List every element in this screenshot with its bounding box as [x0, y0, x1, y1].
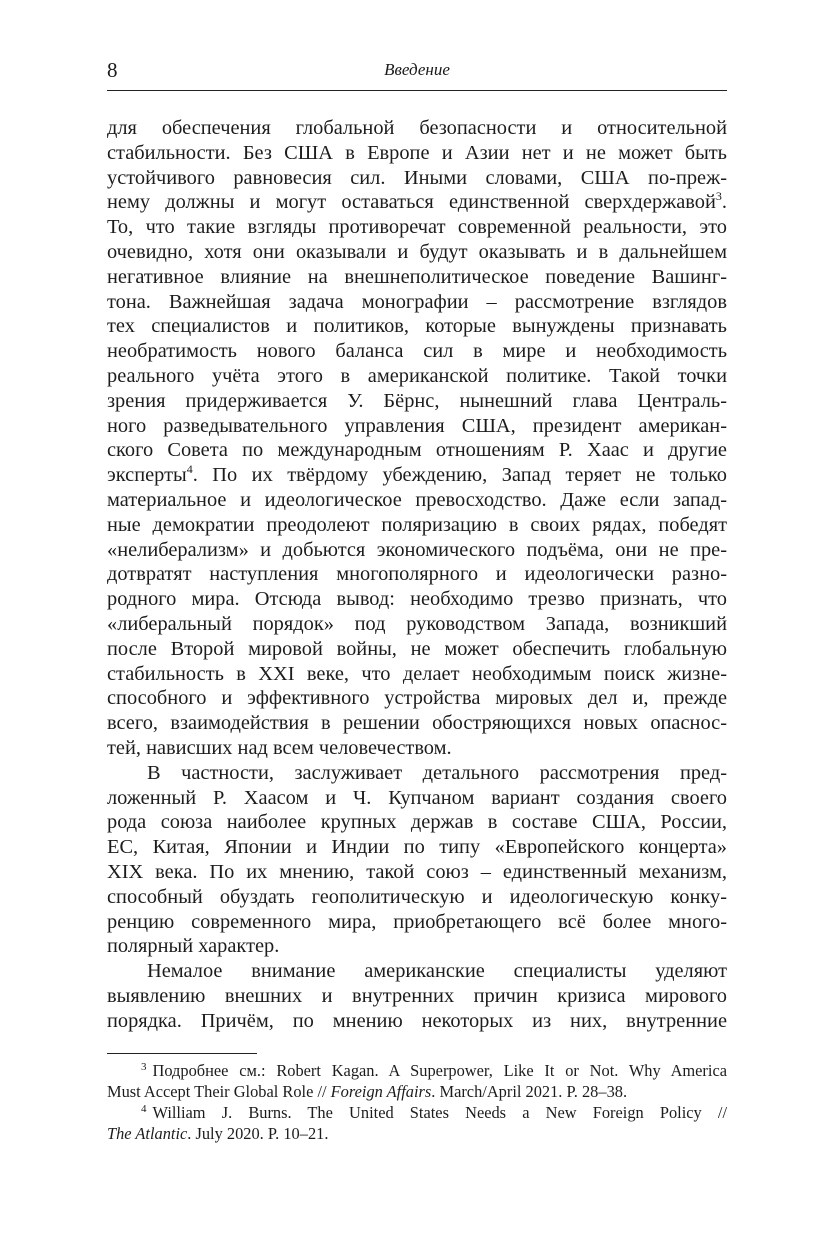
text-line: тона. Важнейшая задача монографии – рассмотрение взглядов: [107, 290, 727, 313]
text-line: В частности, заслуживает детального рассмотрения пред-: [147, 761, 727, 784]
text-line: очевидно, хотя они оказывали и будут оказывать и в дальнейшем: [107, 240, 727, 263]
journal-title: Foreign Affairs: [330, 1082, 432, 1101]
text-line: «либеральный порядок» под руководством Запада, возникший: [107, 612, 727, 635]
footnote-rule: [107, 1053, 257, 1054]
text-line: тех специалистов и политиков, которые вынуждены признавать: [107, 315, 727, 338]
text-line: ренцию современного мира, приобретающего всё более много-: [107, 910, 727, 933]
text-line: стабильность в XXI веке, что делает необходимым поиск жизне-: [107, 662, 727, 685]
text-line: дотвратят наступления многополярного и идеологически разно-: [107, 563, 727, 586]
text-line: тей, нависших над всем человечеством.: [107, 736, 452, 759]
text-line: родного мира. Отсюда вывод: необходимо трезво признать, что: [107, 588, 727, 611]
text-line: для обеспечения глобальной безопасности и относительной: [107, 117, 727, 139]
footnote-line: [107, 1081, 727, 1102]
text-line: «нелиберализм» и добьются экономического подъёма, они не пре-: [107, 538, 727, 561]
journal-title: The Atlantic: [107, 1124, 188, 1143]
footnote-text: . July 2020. P. 10–21.: [187, 1124, 329, 1143]
text-fragment: . По их твёрдому убеждению, Запад теряет не только: [192, 464, 727, 487]
text-line: способный обуздать геополитическую и идеологическую конку-: [107, 885, 727, 908]
footnote-line: [107, 1102, 727, 1123]
text-line: выявлению внешних и внутренних причин кризиса мирового: [107, 984, 727, 1007]
footnote-text: Подробнее см.: Robert Kagan. A Superpower, Like It or Not. Why America: [152, 1061, 727, 1080]
text-line: ные демократии преодолеют поляризацию в своих рядах, победят: [107, 513, 727, 536]
text-line: ЕС, Китая, Японии и Индии по типу «Европейского концерта»: [107, 836, 727, 859]
text-line: реального учёта этого в американской политике. Такой точки: [107, 364, 727, 387]
text-line: порядка. Причём, по мнению некоторых из них, внутренние: [107, 1009, 727, 1032]
text-line: нему должны и могут оставаться единственной сверхдержавой$^3$.: [107, 189, 727, 214]
text-line: всего, взаимодействия в решении обостряющихся новых опаснос-: [107, 712, 727, 735]
text-fragment: нему должны и могут оставаться единственной сверхдержавой: [107, 191, 716, 214]
text-line: необратимость нового баланса сил в мире и необходимость: [107, 340, 727, 363]
footnotes: [107, 1060, 727, 1144]
footnote-ref: 4: [186, 462, 193, 477]
page-number: 8: [107, 58, 118, 82]
text-line: XIX века. По их мнению, такой союз – единственный механизм,: [107, 860, 727, 883]
text-fragment: эксперты: [107, 464, 187, 487]
footnote-number: 3: [141, 1060, 147, 1073]
footnote-line: [107, 1123, 727, 1144]
text-line: негативное влияние на внешнеполитическое поведение Вашинг-: [107, 265, 727, 288]
text-line: устойчивого равновесия сил. Иными словами, США по-преж-: [107, 166, 727, 189]
text-line: ного разведывательного управления США, президент американ-: [107, 414, 727, 437]
text-line: рода союза наиболее крупных держав в составе США, России,: [107, 811, 727, 834]
text-line: после Второй мировой войны, не может обеспечить глобальную: [107, 637, 727, 660]
text-line: ского Совета по международным отношениям Р. Хаас и другие: [107, 439, 727, 462]
text-line: полярный характер.: [107, 935, 280, 958]
text-line: стабильности. Без США в Европе и Азии нет и не может быть: [107, 141, 727, 164]
footnote-line: [107, 1060, 727, 1081]
text-line: зрения придерживается У. Бёрнс, нынешний глава Централь-: [107, 389, 727, 412]
text-line: То, что такие взгляды противоречат современной реальности, это: [107, 216, 727, 239]
footnote-ref: 3: [715, 189, 722, 204]
footnote-text: Must Accept Their Global Role //: [107, 1082, 331, 1101]
text-line: ложенный Р. Хаасом и Ч. Купчаном вариант создания своего: [107, 786, 727, 809]
body-text: [107, 116, 727, 1033]
text-line: материальное и идеологическое превосходство. Даже если запад-: [107, 488, 727, 511]
text-line: [107, 463, 727, 488]
footnote-text: . March/April 2021. P. 28–38.: [431, 1082, 628, 1101]
text-line: способного и эффективного устройства мировых дел и, прежде: [107, 687, 727, 710]
text-line: Немалое внимание американские специалисты уделяют: [147, 960, 727, 983]
footnote-text: William J. Burns. The United States Needs a New Foreign Policy //: [152, 1103, 727, 1122]
header-rule: [107, 90, 727, 91]
page-header: [107, 56, 727, 86]
footnote-number: 4: [141, 1102, 147, 1115]
running-title: Введение: [384, 60, 450, 79]
